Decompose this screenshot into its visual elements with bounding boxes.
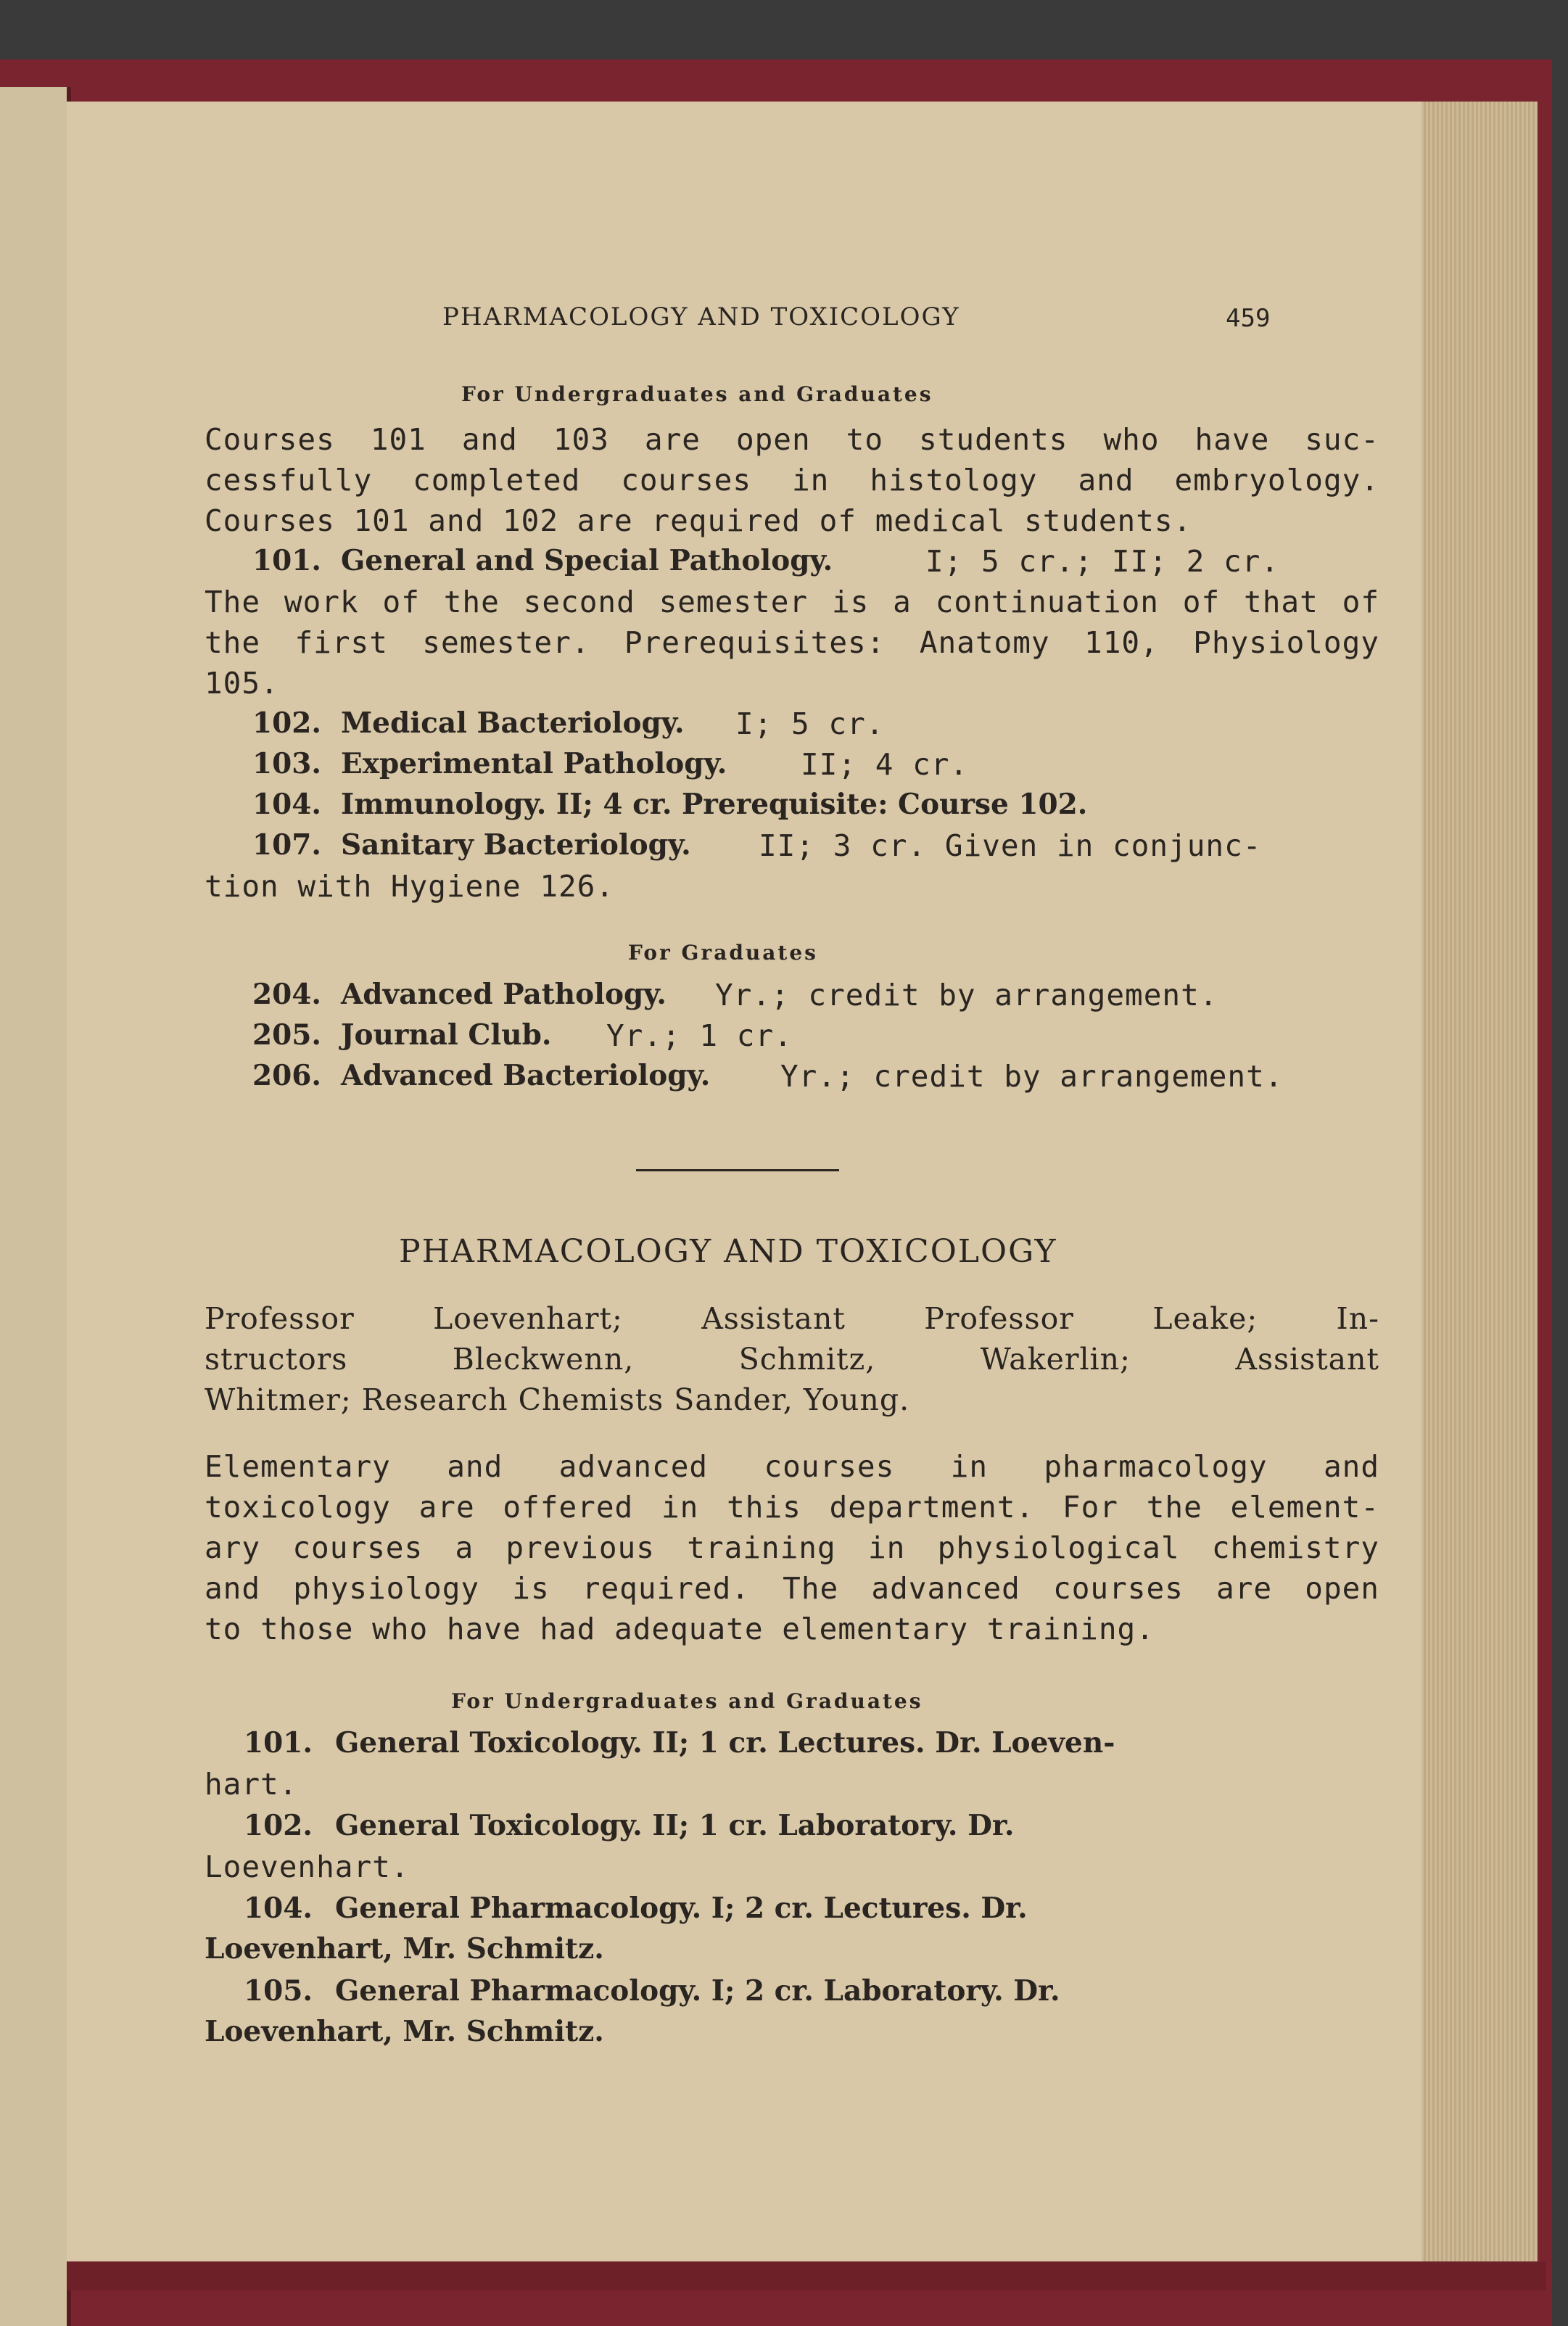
description-line: Elementary and advanced courses in pharmacology and bbox=[205, 1449, 1379, 1484]
course-number: 101. bbox=[252, 544, 321, 577]
description-line: and physiology is required. The advanced courses are open bbox=[205, 1571, 1379, 1606]
staff-line: Whitmer; Research Chemists Sander, Young. bbox=[205, 1382, 910, 1417]
course-credits: Yr.; credit by arrangement. bbox=[715, 978, 1218, 1013]
course-number: 103. bbox=[252, 747, 321, 780]
course-title: General and Special Pathology. bbox=[341, 544, 833, 577]
course-line: General Pharmacology. I; 2 cr. Lectures. Dr. bbox=[335, 1892, 1028, 1925]
course-description: tion with Hygiene 126. bbox=[205, 869, 615, 904]
staff-line: structors Bleckwenn, Schmitz, Wakerlin; Assistant bbox=[205, 1342, 1379, 1377]
page-number: 459 bbox=[1226, 304, 1271, 333]
course-number: 206. bbox=[252, 1059, 321, 1092]
course-line: General Toxicology. II; 1 cr. Lectures. Dr. Loeven- bbox=[335, 1726, 1115, 1760]
course-line: Loevenhart, Mr. Schmitz. bbox=[205, 1932, 604, 1966]
course-credits: I; 5 cr. bbox=[735, 706, 885, 741]
course-number: 204. bbox=[252, 978, 321, 1011]
course-number: 104. bbox=[252, 788, 321, 821]
department-title: PHARMACOLOGY AND TOXICOLOGY bbox=[399, 1233, 1057, 1270]
intro-line: Courses 101 and 103 are open to students who have suc- bbox=[205, 422, 1379, 457]
course-title: Immunology. II; 4 cr. Prerequisite: Course 102. bbox=[341, 788, 1088, 821]
course-number: 104. bbox=[244, 1892, 313, 1925]
course-credits: II; 3 cr. Given in conjunc- bbox=[759, 828, 1262, 863]
description-line: ary courses a previous training in physiological chemistry bbox=[205, 1530, 1379, 1565]
course-title: Medical Bacteriology. bbox=[341, 706, 685, 740]
page-fore-edge bbox=[1421, 102, 1538, 2270]
staff-line: Professor Loevenhart; Assistant Professor Leake; In- bbox=[205, 1301, 1379, 1336]
left-page-edge bbox=[0, 87, 71, 2326]
course-line: General Pharmacology. I; 2 cr. Laboratory. Dr. bbox=[335, 1974, 1060, 2008]
course-number: 101. bbox=[244, 1726, 313, 1760]
cover-bottom bbox=[67, 2261, 1546, 2290]
course-number: 205. bbox=[252, 1018, 321, 1052]
section-subhead: For Undergraduates and Graduates bbox=[461, 382, 933, 406]
course-credits: II; 4 cr. bbox=[801, 747, 969, 782]
course-title: Experimental Pathology. bbox=[341, 747, 727, 780]
course-credits: Yr.; 1 cr. bbox=[606, 1018, 793, 1053]
section-subhead: For Graduates bbox=[628, 941, 818, 965]
running-head-title: PHARMACOLOGY AND TOXICOLOGY bbox=[442, 302, 960, 331]
course-line: Loevenhart. bbox=[205, 1849, 410, 1884]
section-subhead: For Undergraduates and Graduates bbox=[451, 1689, 923, 1713]
course-line: hart. bbox=[205, 1767, 298, 1802]
course-line: Loevenhart, Mr. Schmitz. bbox=[205, 2015, 604, 2048]
course-number: 107. bbox=[252, 828, 321, 862]
course-description: the first semester. Prerequisites: Anatomy 110, Physiology bbox=[205, 625, 1379, 660]
course-line: General Toxicology. II; 1 cr. Laboratory. Dr. bbox=[335, 1809, 1015, 1842]
intro-line: cessfully completed courses in histology and embryology. bbox=[205, 463, 1379, 498]
course-title: Advanced Pathology. bbox=[341, 978, 667, 1011]
description-line: toxicology are offered in this department. For the element- bbox=[205, 1490, 1379, 1525]
course-description: The work of the second semester is a continuation of that of bbox=[205, 585, 1379, 619]
course-credits: I; 5 cr.; II; 2 cr. bbox=[925, 544, 1279, 579]
course-number: 102. bbox=[252, 706, 321, 740]
course-title: Journal Club. bbox=[341, 1018, 552, 1052]
course-title: Sanitary Bacteriology. bbox=[341, 828, 691, 862]
description-line: to those who have had adequate elementary training. bbox=[205, 1612, 1155, 1646]
course-number: 102. bbox=[244, 1809, 313, 1842]
course-description: 105. bbox=[205, 666, 279, 701]
section-divider bbox=[636, 1169, 839, 1171]
intro-line: Courses 101 and 102 are required of medical students. bbox=[205, 503, 1192, 538]
course-number: 105. bbox=[244, 1974, 313, 2008]
course-title: Advanced Bacteriology. bbox=[341, 1059, 711, 1092]
course-credits: Yr.; credit by arrangement. bbox=[780, 1059, 1284, 1094]
